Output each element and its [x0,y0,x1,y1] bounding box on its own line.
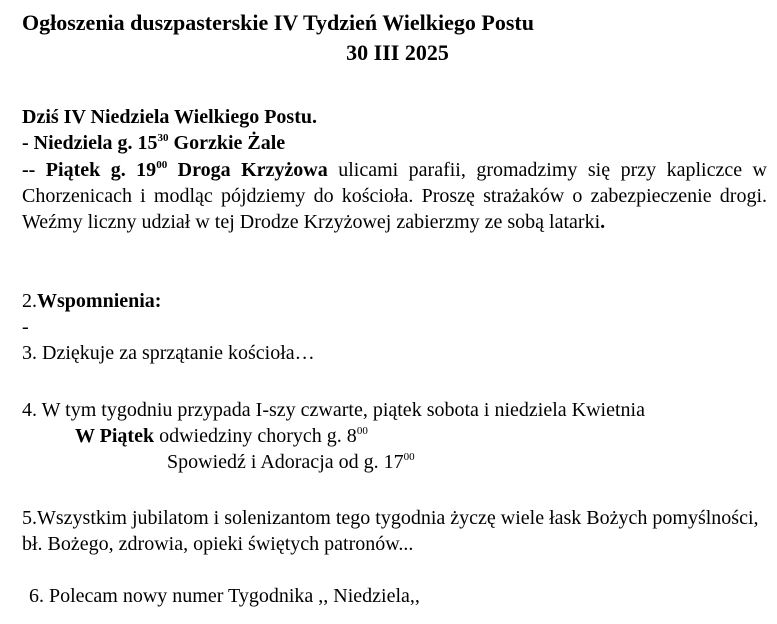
document-title: Ogłoszenia duszpasterskie IV Tydzień Wielkiego Postu [22,10,534,35]
sunday-schedule-line [22,130,285,156]
section3-text: 3. Dziękuje za sprzątanie kościoła… [22,342,315,364]
sick-visits-minutes: 00 [356,425,368,437]
sunday-time-minutes: 30 [157,132,169,144]
sick-visits-text: odwiedziny chorych g. 8 [154,425,357,447]
document-date: 30 III 2025 [346,40,449,65]
friday-description: ulicami parafii, gromadzimy się przy kapliczce w Chorzenicach i modląc pójdziemy do kościoła. Proszę strażaków o zabezpieczenie drogi. Weźmy liczny udział w tej Drodze Krzyżowej zabierzmy ze sobą latarki [22,159,767,233]
friday-time-text: -- Piątek g. 19 [22,159,157,181]
confession-line [167,449,415,475]
section2-heading [22,288,161,314]
memories-item: - [22,316,29,338]
sunday-time-text: - Niedziela g. 15 [22,132,158,154]
section4-text: 4. W tym tygodniu przypada I-szy czwarte, piątek sobota i niedziela Kwietnia [22,399,645,421]
sick-visits-line [75,423,368,449]
section2-number: 2. [22,290,37,312]
section6-text: 6. Polecam nowy numer Tygodnika ,, Niedziela,, [29,585,420,607]
friday-label: W Piątek [75,425,155,447]
sunday-event-text: Gorzkie Żale [168,132,286,154]
friday-end-period: . [600,211,606,233]
memories-heading: Wspomnienia: [37,290,162,312]
friday-event-text: Droga Krzyżowa [167,159,328,181]
sunday-heading-text: Dziś IV Niedziela Wielkiego Postu. [22,106,317,128]
friday-time-minutes: 00 [156,159,168,171]
confession-text: Spowiedź i Adoracja od g. 17 [167,451,404,473]
section1-heading [22,104,317,130]
section5-text: 5.Wszystkim jubilatom i solenizantom tego tygodnia życzę wiele łask Bożych pomyślności, bł. Bożego, zdrowia, opieki świętych patronów... [22,507,759,555]
confession-minutes: 00 [403,451,415,463]
friday-paragraph [22,157,767,235]
